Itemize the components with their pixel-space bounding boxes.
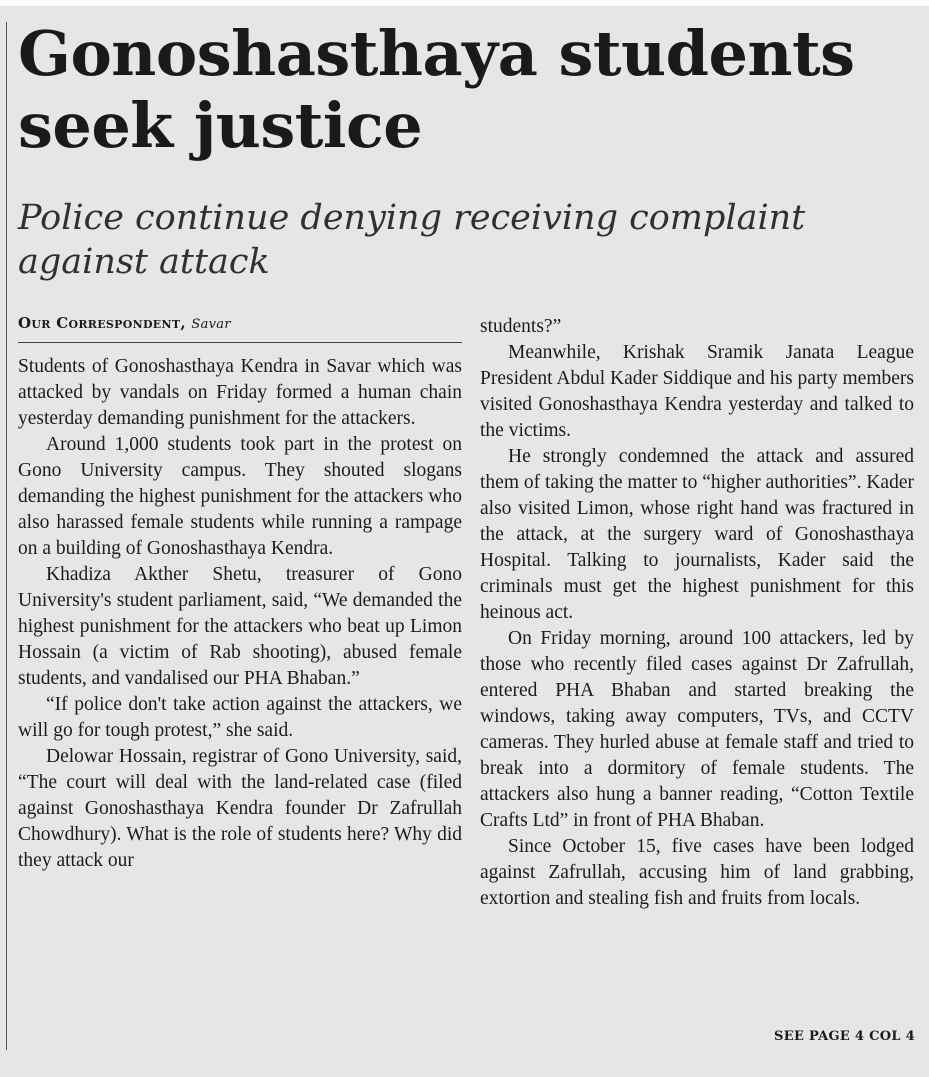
paragraph: On Friday morning, around 100 attackers, led by those who recently filed cases against Dr Zafrullah, entered PHA Bhaban and started breaking the windows, taking away computers, TVs, and CCTV cameras. They hurled abuse at female staff and tried to break into a dormitory of female students. The attackers also hung a banner reading, “Cotton Textile Crafts Ltd” in front of PHA Bhaban. [480,628,914,831]
byline-location: Savar [191,317,231,332]
paragraph: “If police don't take action against the attackers, we will go for tough protest,” she said. [18,694,462,741]
byline [18,314,231,332]
byline-author: Our Correspondent, [18,314,186,332]
article-column-right [480,314,914,912]
top-edge [0,0,929,6]
paragraph: Students of Gonoshasthaya Kendra in Savar which was attacked by vandals on Friday formed a human chain yesterday demanding punishment for the attackers. [18,356,462,429]
left-column-rule [6,22,7,1050]
paragraph: Delowar Hossain, registrar of Gono University, said, “The court will deal with the land-related case (filed against Gonoshasthaya Kendra founder Dr Zafrullah Chowdhury). What is the role of students here? Why did they attack our [18,746,462,871]
paragraph: Around 1,000 students took part in the protest on Gono University campus. They shouted slogans demanding the highest punishment for the attackers who also harassed female students while running a rampage on a building of Gonoshasthaya Kendra. [18,434,462,559]
continuation-jump-line: SEE PAGE 4 COL 4 [774,1029,915,1044]
article-column-left [18,354,462,874]
headline: Gonoshasthaya students seek justice [18,17,855,162]
paragraph: Khadiza Akther Shetu, treasurer of Gono University's student parliament, said, “We demanded the highest punishment for the attackers who beat up Limon Hossain (a victim of Rab shooting), abused female students, and vandalised our PHA Bhaban.” [18,564,462,689]
byline-divider [18,342,462,343]
paragraph: Meanwhile, Krishak Sramik Janata League President Abdul Kader Siddique and his party members visited Gonoshasthaya Kendra yesterday and talked to the victims. [480,342,914,441]
paragraph: He strongly condemned the attack and assured them of taking the matter to “higher authorities”. Kader also visited Limon, whose right hand was fractured in the attack, at the surgery ward of Gonoshasthaya Hospital. Talking to journalists, Kader said the criminals must get the highest punishment for this heinous act. [480,446,914,623]
paragraph-continued: students?” [480,316,562,337]
subheadline: Police continue denying receiving complaint against attack [18,198,806,282]
paragraph: Since October 15, five cases have been lodged against Zafrullah, accusing him of land grabbing, extortion and stealing fish and fruits from locals. [480,836,914,909]
